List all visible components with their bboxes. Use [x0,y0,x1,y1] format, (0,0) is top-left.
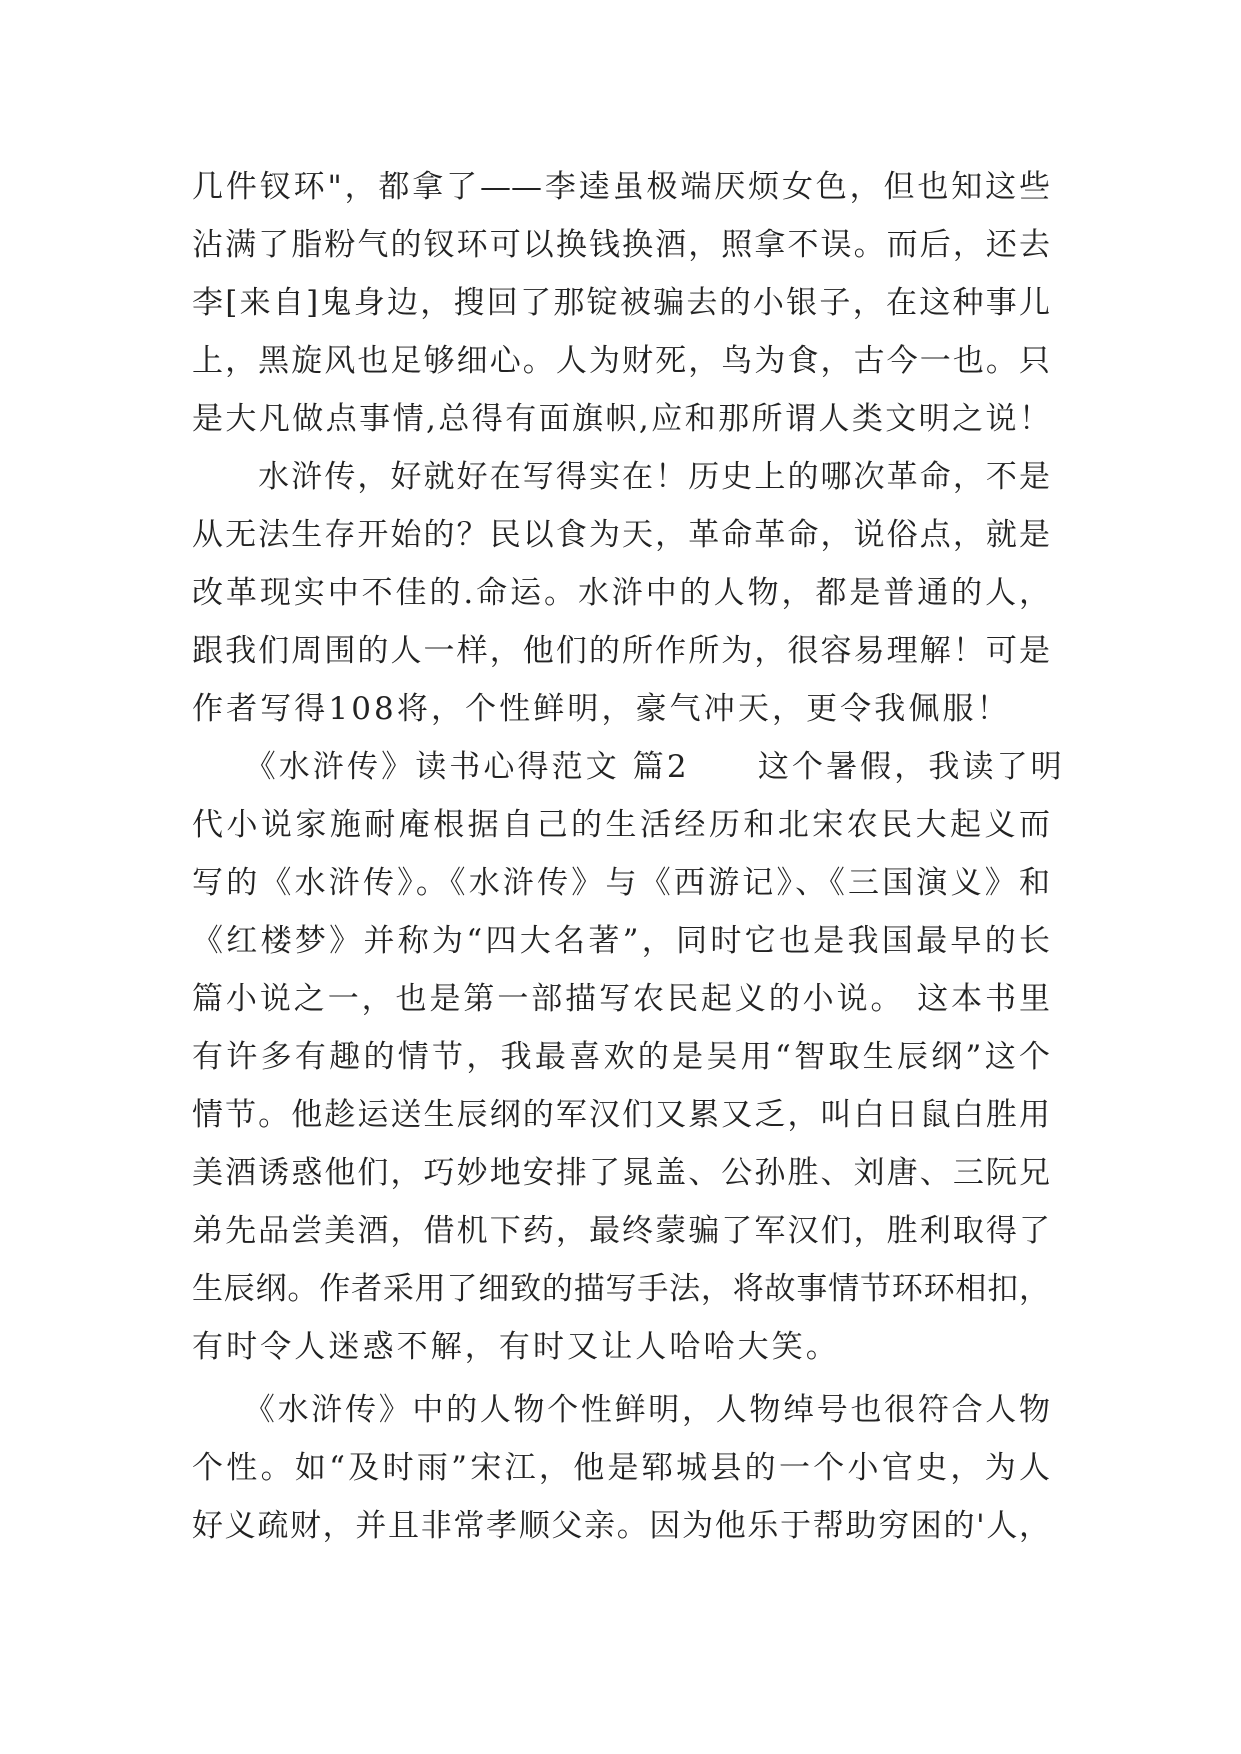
text-line: 有许多有趣的情节，我最喜欢的是吴用“智取生辰纲”这个 [192,1039,1050,1075]
text-line: 是大凡做点事情,总得有面旗帜,应和那所谓人类文明之说！ [192,401,1050,437]
text-line: 代小说家施耐庵根据自己的生活经历和北宋农民大起义而 [192,807,1050,843]
text-line: 生辰纲。作者采用了细致的描写手法，将故事情节环环相扣， [192,1271,1050,1307]
text-line: 篇小说之一，也是第一部描写农民起义的小说。 这本书里 [192,981,1050,1017]
text-line: 有时令人迷惑不解，有时又让人哈哈大笑。 [192,1329,840,1365]
text-line: 《红楼梦》并称为“四大名著”，同时它也是我国最早的长 [192,923,1050,959]
text-line: 写的《水浒传》。《水浒传》与《西游记》、《三国演义》和 [192,865,1050,901]
text-line: 几件钗环"，都拿了——李逵虽极端厌烦女色，但也知这些 [192,169,1050,205]
text-line: 水浒传，好就好在写得实在！历史上的哪次革命，不是 [192,459,1050,495]
text-line: 《水浒传》中的人物个性鲜明，人物绰号也很符合人物 [192,1392,1050,1428]
text-line: 李[来自]鬼身边，搜回了那锭被骗去的小银子，在这种事儿 [192,285,1050,321]
text-line: 弟先品尝美酒，借机下药，最终蒙骗了军汉们，胜利取得了 [192,1213,1050,1249]
text-line: 个性。如“及时雨”宋江，他是郓城县的一个小官史，为人 [192,1450,1050,1486]
text-line: 从无法生存开始的？民以食为天，革命革命，说俗点，就是 [192,517,1050,553]
document-body [192,158,1065,1555]
text-line: 情节。他趁运送生辰纲的军汉们又累又乏，叫白日鼠白胜用 [192,1097,1050,1133]
text-line: 作者写得108将，个性鲜明，豪气冲天，更令我佩服！ [192,691,1011,727]
text-line: 《水浒传》读书心得范文 篇2 这个暑假，我读了明 [192,749,1065,785]
text-line: 改革现实中不佳的.命运。水浒中的人物，都是普通的人， [192,575,1050,611]
text-line: 上，黑旋风也足够细心。人为财死，鸟为食，古今一也。只 [192,343,1050,379]
text-line: 跟我们周围的人一样，他们的所作所为，很容易理解！可是 [192,633,1050,669]
text-line: 好义疏财，并且非常孝顺父亲。因为他乐于帮助穷困的'人， [192,1508,1050,1544]
text-line: 美酒诱惑他们，巧妙地安排了晁盖、公孙胜、刘唐、三阮兄 [192,1155,1050,1191]
text-line: 沾满了脂粉气的钗环可以换钱换酒，照拿不误。而后，还去 [192,227,1050,263]
